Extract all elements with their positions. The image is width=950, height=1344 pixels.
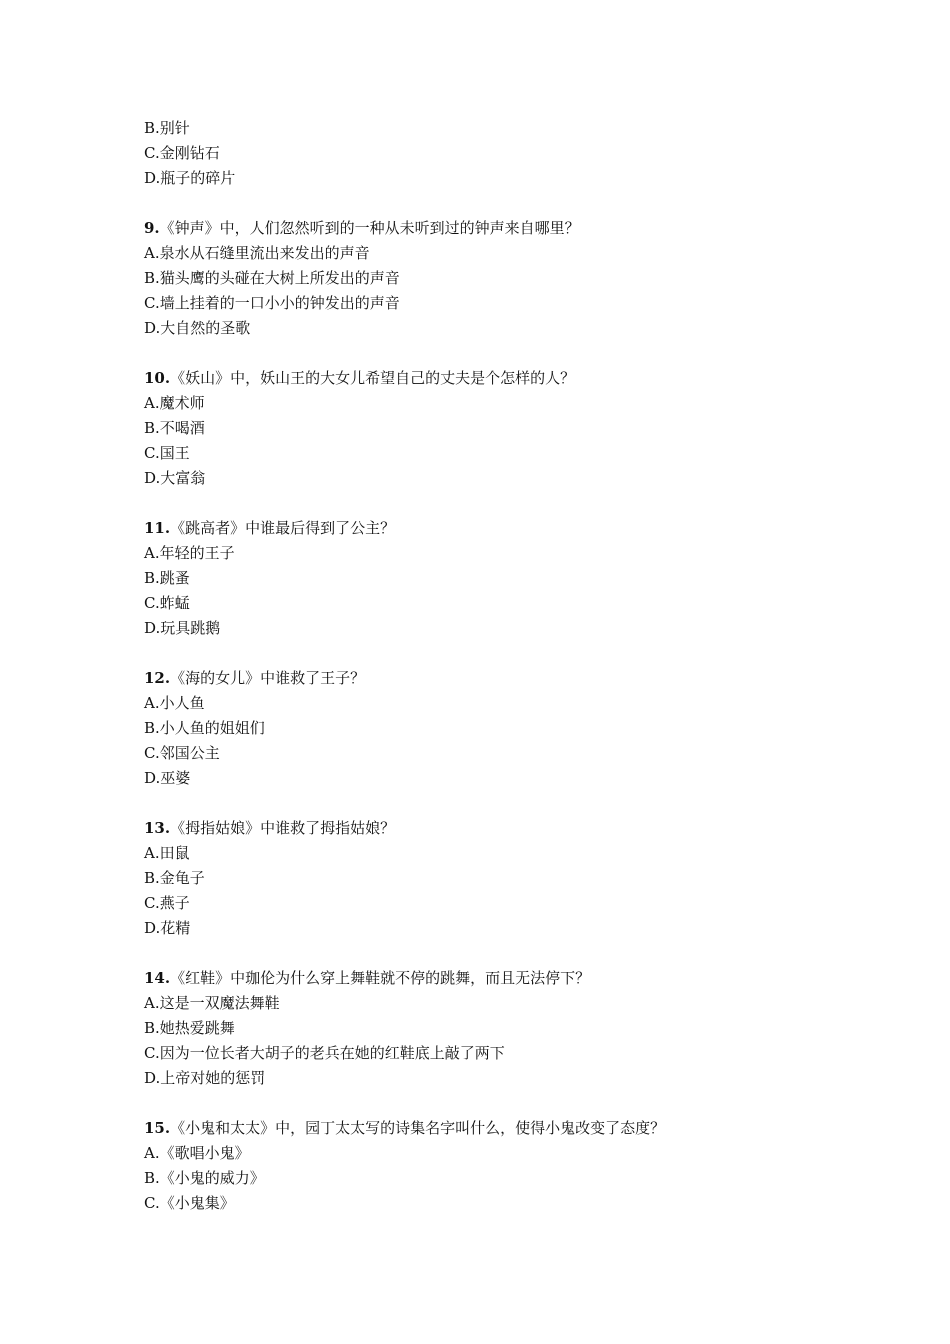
question-number: 10. xyxy=(144,369,171,387)
option-line: B.金龟子 xyxy=(144,869,205,887)
document-page xyxy=(144,116,824,1216)
spacer xyxy=(144,491,824,516)
option-line: B.别针 xyxy=(144,119,190,137)
question-line xyxy=(144,816,824,841)
question-12 xyxy=(144,666,824,791)
question-15 xyxy=(144,1116,824,1216)
option-line: C.金刚钻石 xyxy=(144,144,220,162)
option-line: A.这是一双魔法舞鞋 xyxy=(144,994,280,1012)
spacer xyxy=(144,641,824,666)
question-13 xyxy=(144,816,824,941)
question-number: 9. xyxy=(144,219,160,237)
option-line: C.燕子 xyxy=(144,894,190,912)
option-line: D.瓶子的碎片 xyxy=(144,169,236,187)
option-line: D.巫婆 xyxy=(144,769,191,787)
spacer xyxy=(144,191,824,216)
question-number: 14. xyxy=(144,969,171,987)
option-line: C.墙上挂着的一口小小的钟发出的声音 xyxy=(144,294,400,312)
question-number: 15. xyxy=(144,1119,171,1137)
question-text: 《红鞋》中珈伦为什么穿上舞鞋就不停的跳舞，而且无法停下？ xyxy=(170,969,591,987)
question-number: 11. xyxy=(144,519,171,537)
spacer xyxy=(144,791,824,816)
option-line: D.玩具跳鹅 xyxy=(144,619,221,637)
option-line: D.大富翁 xyxy=(144,469,206,487)
question-line xyxy=(144,966,824,991)
question-text: 《小鬼和太太》中，园丁太太写的诗集名字叫什么，使得小鬼改变了态度？ xyxy=(170,1119,666,1137)
option-line: A.小人鱼 xyxy=(144,694,205,712)
option-line: C.《小鬼集》 xyxy=(144,1194,235,1212)
question-line xyxy=(144,666,824,691)
option-line: B.小人鱼的姐姐们 xyxy=(144,719,265,737)
question-9 xyxy=(144,216,824,341)
option-line: B.她热爱跳舞 xyxy=(144,1019,235,1037)
option-line: D.花精 xyxy=(144,919,191,937)
spacer xyxy=(144,1091,824,1116)
question-11 xyxy=(144,516,824,641)
question-number: 13. xyxy=(144,819,171,837)
option-line: D.大自然的圣歌 xyxy=(144,319,251,337)
option-line: B.不喝酒 xyxy=(144,419,205,437)
option-line: D.上帝对她的惩罚 xyxy=(144,1069,266,1087)
option-line: B.猫头鹰的头碰在大树上所发出的声音 xyxy=(144,269,400,287)
option-line: A.年轻的王子 xyxy=(144,544,235,562)
option-line: A.《歌唱小鬼》 xyxy=(144,1144,250,1162)
question-text: 《跳高者》中谁最后得到了公主？ xyxy=(170,519,396,537)
option-line: C.国王 xyxy=(144,444,190,462)
question-text: 《拇指姑娘》中谁救了拇指姑娘？ xyxy=(170,819,396,837)
question-line xyxy=(144,216,824,241)
option-line: B.跳蚤 xyxy=(144,569,190,587)
option-line: A.魔术师 xyxy=(144,394,205,412)
question-number: 12. xyxy=(144,669,171,687)
option-line: C.蚱蜢 xyxy=(144,594,190,612)
option-line: C.邻国公主 xyxy=(144,744,220,762)
question-line xyxy=(144,516,824,541)
option-line: B.《小鬼的威力》 xyxy=(144,1169,265,1187)
question-text: 《妖山》中，妖山王的大女儿希望自己的丈夫是个怎样的人？ xyxy=(170,369,576,387)
question-text: 《钟声》中，人们忽然听到的一种从未听到过的钟声来自哪里？ xyxy=(159,219,580,237)
spacer xyxy=(144,341,824,366)
option-line: A.田鼠 xyxy=(144,844,190,862)
option-line: C.因为一位长者大胡子的老兵在她的红鞋底上敲了两下 xyxy=(144,1044,505,1062)
option-line: A.泉水从石缝里流出来发出的声音 xyxy=(144,244,370,262)
question-line xyxy=(144,1116,824,1141)
question-10 xyxy=(144,366,824,491)
question-text: 《海的女儿》中谁救了王子？ xyxy=(170,669,366,687)
question-14 xyxy=(144,966,824,1091)
question-line xyxy=(144,366,824,391)
spacer xyxy=(144,941,824,966)
leading-options xyxy=(144,116,824,191)
